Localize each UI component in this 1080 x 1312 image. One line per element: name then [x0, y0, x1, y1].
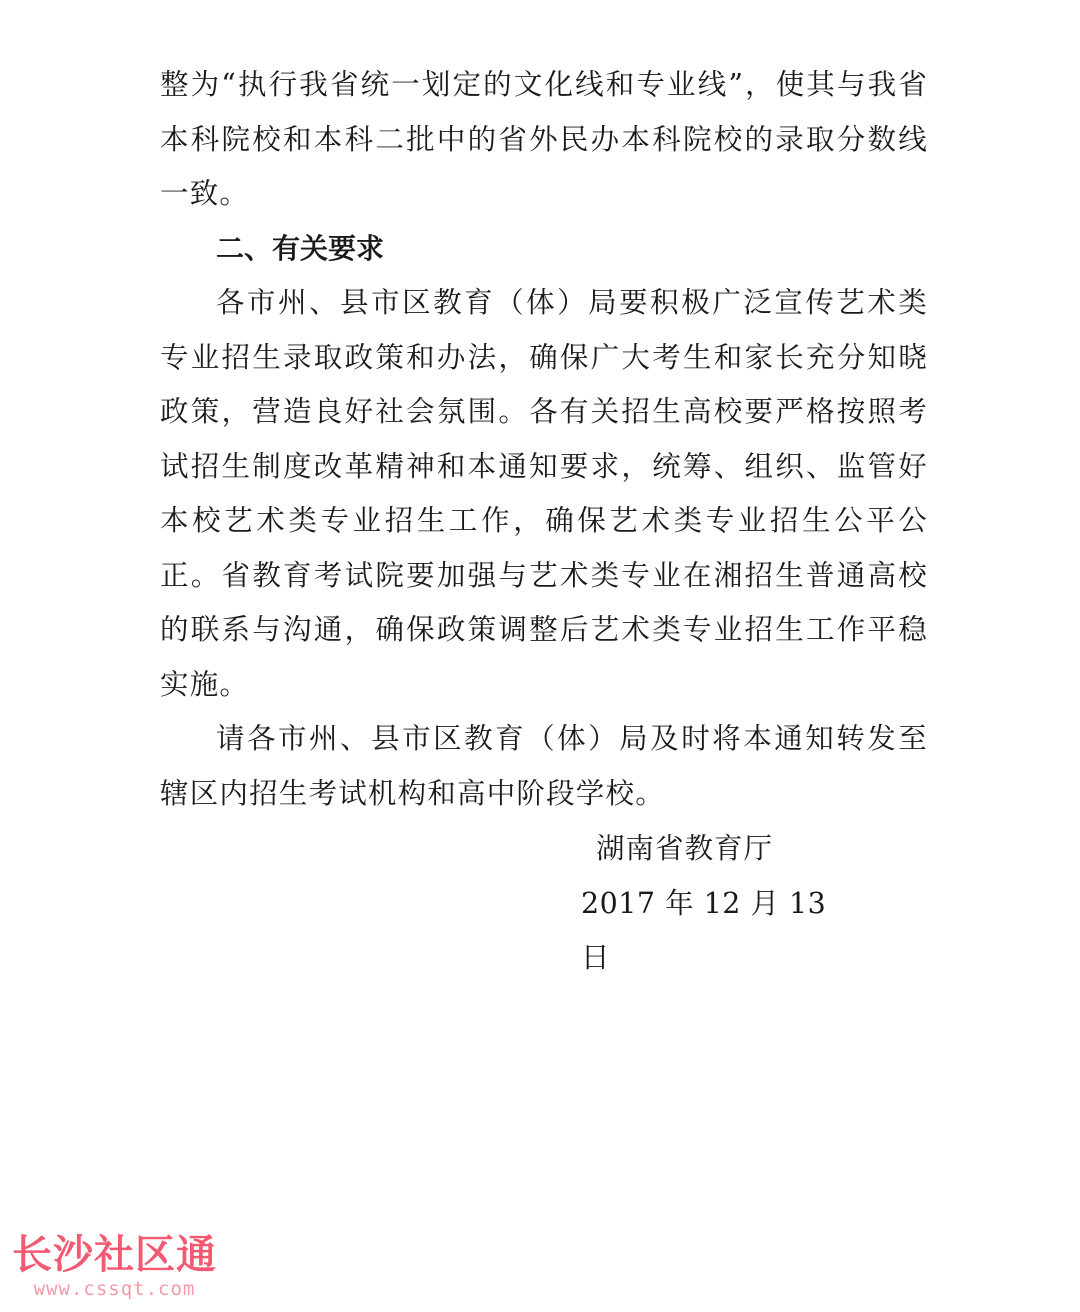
- paragraph-requirements: 各市州、县市区教育（体）局要积极广泛宣传艺术类专业招生录取政策和办法，确保广大考生和家长充分知晓政策，营造良好社会氛围。各有关招生高校要严格按照考试招生制度改革精神和本通知要求，统筹、组织、监管好本校艺术类专业招生工作，确保艺术类专业招生公平公正。省教育考试院要加强与艺术类专业在湘招生普通高校的联系与沟通，确保政策调整后艺术类专业招生工作平稳实施。: [160, 286, 928, 701]
- issue-date: 2017 年 12 月 13 日: [581, 886, 827, 974]
- paragraph-forwarding: 请各市州、县市区教育（体）局及时将本通知转发至辖区内招生考试机构和高中阶段学校。: [160, 722, 928, 810]
- watermark-url: www.cssqt.com: [33, 1278, 196, 1300]
- section-heading: 二、有关要求: [216, 231, 385, 265]
- paragraph-continuation: 整为“执行我省统一划定的文化线和专业线”，使其与我省本科院校和本科二批中的省外民办本科院校的录取分数线一致。: [160, 68, 928, 210]
- signature-block: [581, 822, 841, 986]
- issuing-organization: 湖南省教育厅: [596, 832, 774, 865]
- document-body: [160, 58, 928, 821]
- watermark-title: 长沙社区通: [12, 1232, 217, 1278]
- watermark-logo: [12, 1232, 217, 1300]
